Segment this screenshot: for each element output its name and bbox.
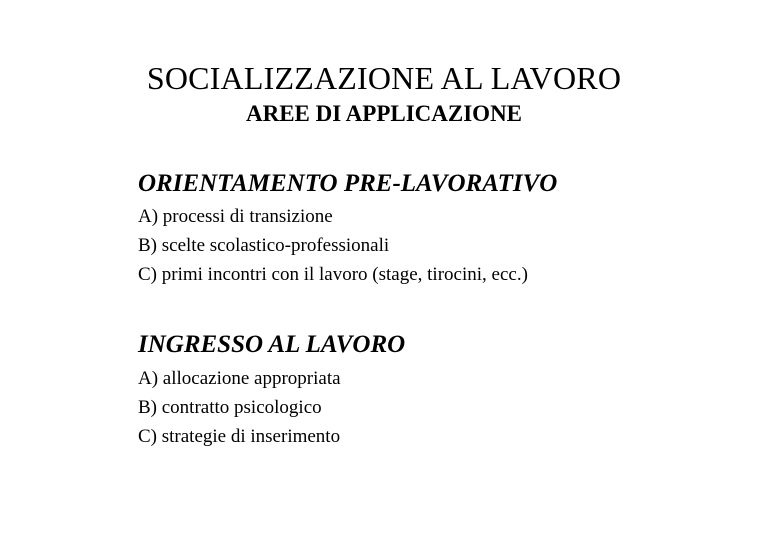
section-heading-ingresso: INGRESSO AL LAVORO [138,331,406,358]
list-item: C) primi incontri con il lavoro (stage, tirocini, ecc.) [138,264,528,285]
slide-subtitle: AREE DI APPLICAZIONE [245,101,523,126]
list-item: A) allocazione appropriata [138,368,341,389]
section-heading-orientamento: ORIENTAMENTO PRE-LAVORATIVO [138,170,558,197]
slide-title: SOCIALIZZAZIONE AL LAVORO [146,60,622,96]
list-item: B) contratto psicologico [138,397,322,418]
section-list-orientamento [138,202,528,289]
list-item: C) strategie di inserimento [138,426,341,447]
list-item: B) scelte scolastico-professionali [138,235,390,256]
list-item: A) processi di transizione [138,206,333,227]
section-list-ingresso [138,364,341,451]
